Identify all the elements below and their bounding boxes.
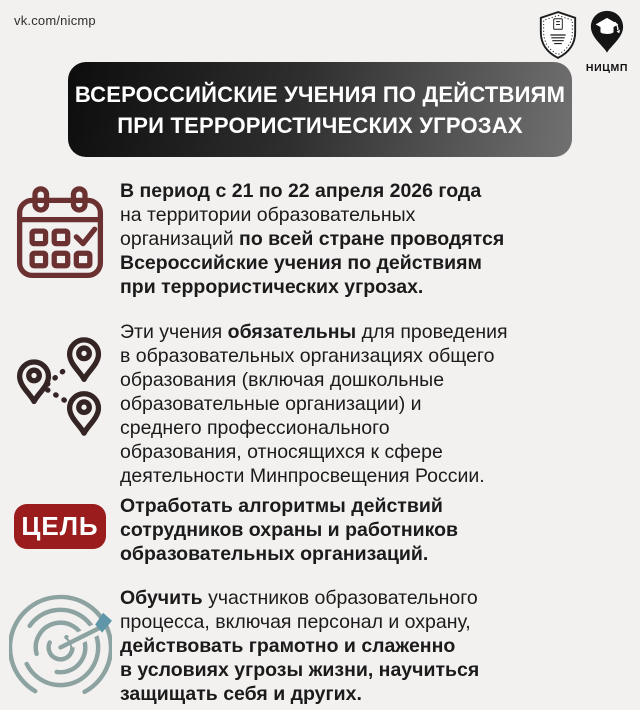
text-line: среднего профессионального [120, 417, 390, 439]
text-line: образования, относящихся к сфере [120, 441, 443, 463]
text-line: деятельности Минпросвещения России. [120, 465, 485, 487]
text-line: защищать себя и других. [120, 683, 362, 705]
logos [537, 10, 628, 74]
text-line: образовательные организации) и [120, 393, 422, 415]
poster-title-line-1: ВСЕРОССИЙСКИЕ УЧЕНИЯ ПО ДЕЙСТВИЯМ [74, 81, 566, 107]
calendar-check-icon [10, 185, 110, 290]
top-bar [0, 0, 640, 74]
section-scope-text [120, 320, 640, 488]
text-line: в образовательных организациях общего [120, 345, 495, 367]
graduation-pin-icon [587, 10, 627, 62]
text-line: Всероссийские учения по действиям [120, 252, 482, 274]
text-line: Обучить участников образовательного [120, 587, 478, 609]
map-pins-route-icon [10, 332, 110, 447]
goal-badge: ЦЕЛЬ [14, 504, 106, 549]
section-training [0, 586, 640, 708]
vk-link: vk.com/nicmp [14, 13, 96, 28]
poster-title-banner [68, 62, 572, 157]
text-line: образования (включая дошкольные [120, 369, 445, 391]
text-line: организаций по всей стране проводятся [120, 228, 505, 250]
nicmp-label: НИЦМП [585, 62, 628, 74]
text-line: В период с 21 по 22 апреля 2026 года [120, 180, 482, 202]
text-line: сотрудников охраны и работников [120, 519, 459, 541]
text-line: в условиях угрозы жизни, научиться [120, 659, 480, 681]
text-line: на территории образовательных [120, 204, 416, 226]
section-scope [0, 320, 640, 488]
section-training-text [120, 586, 640, 706]
section-dates [0, 179, 640, 299]
section-goal [0, 494, 640, 566]
text-line: образовательных организаций. [120, 543, 429, 565]
poster-title-line-2: ПРИ ТЕРРОРИСТИЧЕСКИХ УГРОЗАХ [117, 112, 523, 138]
text-line: при террористических угрозах. [120, 276, 424, 298]
nicmp-logo [586, 10, 628, 74]
shield-emblem-icon [537, 10, 579, 65]
section-goal-text [120, 494, 640, 566]
text-line: Эти учения обязательны для проведения [120, 321, 508, 343]
target-dart-icon [9, 580, 112, 708]
text-line: процесса, включая персонал и охрану, [120, 611, 471, 633]
text-line: Отработать алгоритмы действий [120, 495, 443, 517]
text-line: действовать грамотно и слаженно [120, 635, 456, 657]
section-dates-text [120, 179, 640, 299]
